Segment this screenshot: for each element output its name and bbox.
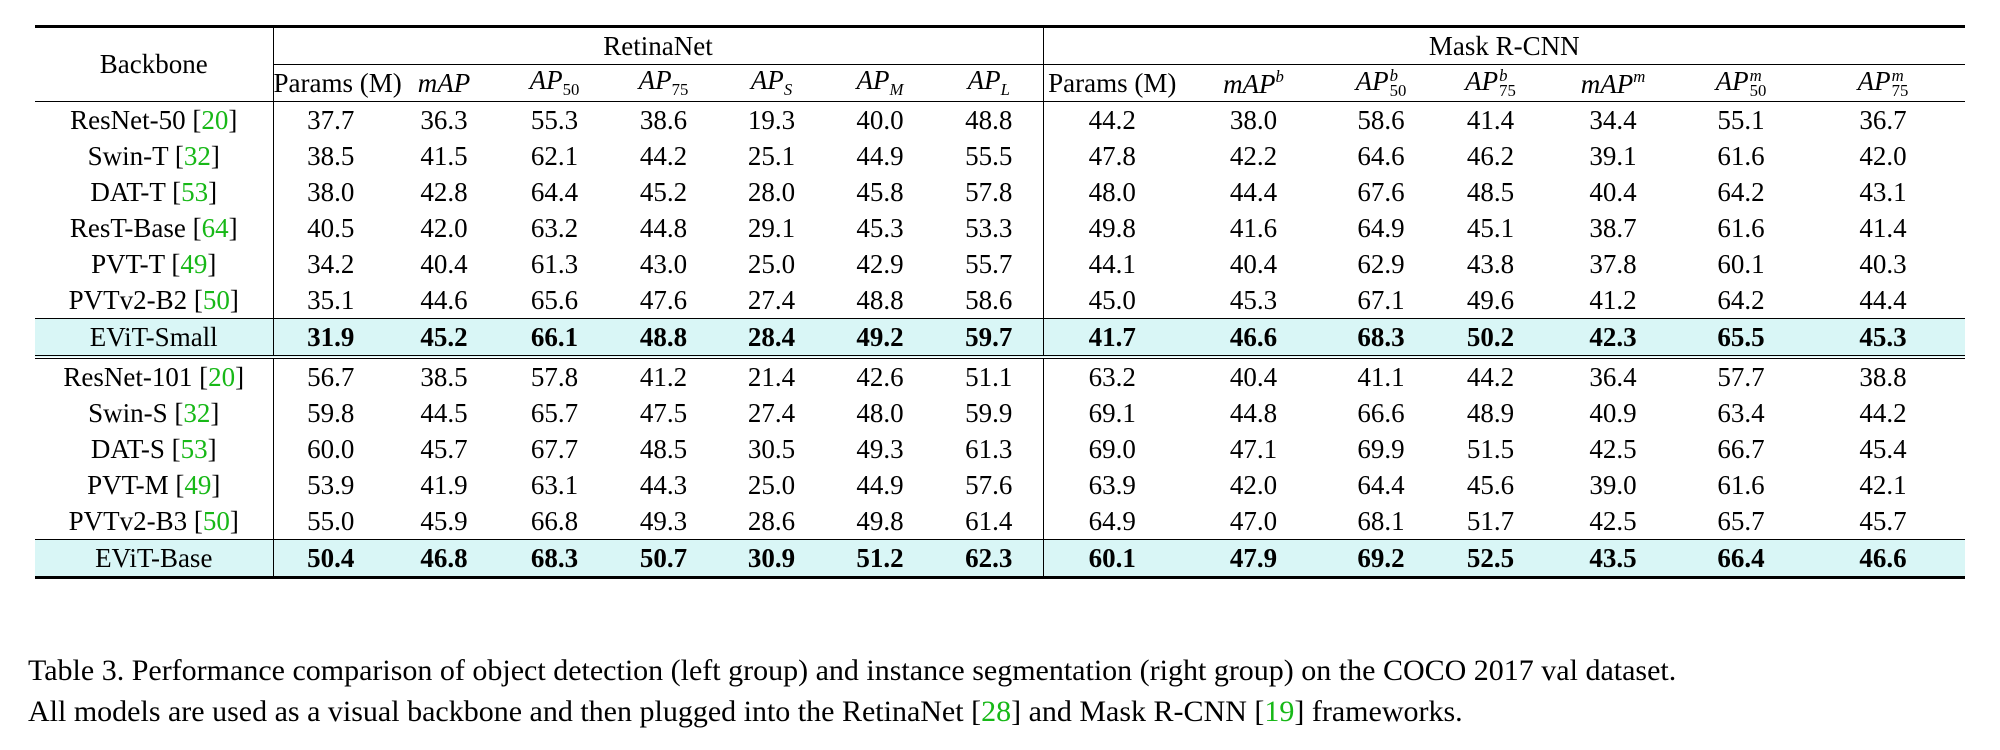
value-cell: 42.0 [420, 212, 468, 243]
table-row [35, 246, 1965, 282]
value-cell: 55.3 [530, 104, 579, 135]
value-cell: 39.1 [1589, 140, 1637, 171]
value-cell: 19.3 [747, 104, 796, 135]
value-cell: 49.6 [1436, 282, 1545, 319]
citation-link[interactable]: 53 [180, 433, 208, 464]
value-cell: 41.4 [1859, 212, 1907, 243]
value-cell: 40.4 [1589, 176, 1637, 207]
value-cell: 41.4 [1466, 104, 1515, 135]
value-cell: 64.9 [1357, 212, 1405, 243]
value-cell: 38.5 [307, 140, 355, 171]
value-cell: 42.9 [856, 248, 904, 279]
value-cell: 47.9 [1181, 540, 1326, 578]
value-cell: 42.8 [420, 176, 468, 207]
value-cell: 28.4 [718, 319, 825, 358]
value-cell: 49.8 [825, 503, 935, 540]
value-cell: 48.8 [825, 282, 935, 319]
value-cell: 44.5 [420, 397, 468, 428]
column-header-ap75-mask: AP m 75 [1801, 65, 1965, 102]
value-cell: 55.7 [935, 246, 1043, 282]
value-cell: 42.0 [1229, 469, 1278, 500]
citation-link[interactable]: 19 [1264, 695, 1295, 728]
column-header-ap-medium: $AP_M$ [825, 65, 935, 102]
value-cell: 25.1 [747, 140, 796, 171]
citation-link[interactable]: 50 [202, 284, 230, 315]
value-cell: 59.9 [935, 395, 1043, 431]
table-row [35, 138, 1965, 174]
value-cell: 36.7 [1859, 104, 1907, 135]
value-cell: 67.6 [1357, 176, 1405, 207]
value-cell: 42.5 [1545, 503, 1681, 540]
value-cell: 42.1 [1859, 469, 1907, 500]
column-header-ap50-mask: AP m 50 [1681, 65, 1801, 102]
value-cell: 42.6 [825, 357, 935, 395]
value-cell: 49.8 [1088, 212, 1136, 243]
value-cell: 44.2 [639, 140, 688, 171]
model-name-cell: ResNet-101 [20] [35, 357, 273, 395]
group-header-retinanet: RetinaNet [273, 27, 1043, 65]
value-cell: 55.5 [935, 138, 1043, 174]
value-cell: 50.7 [609, 540, 718, 578]
model-name-cell: EViT-Base [35, 540, 273, 578]
column-header-ap-small: $AP_S$ [718, 65, 825, 102]
value-cell: 45.0 [1043, 282, 1181, 319]
table-row [35, 174, 1965, 210]
value-cell: 64.4 [530, 176, 579, 207]
value-cell: 41.6 [1229, 212, 1278, 243]
column-header-ap-large: $AP_L$ [935, 65, 1043, 102]
value-cell: 40.5 [307, 212, 355, 243]
column-header-map: mAP [388, 65, 500, 102]
value-cell: 57.8 [500, 357, 609, 395]
value-cell: 67.1 [1326, 282, 1436, 319]
model-name-cell: EViT-Small [35, 319, 273, 358]
value-cell: 45.2 [639, 176, 688, 207]
value-cell: 63.2 [1043, 357, 1181, 395]
results-table-container [35, 25, 1965, 579]
value-cell: 50.2 [1436, 319, 1545, 358]
value-cell: 30.5 [747, 433, 796, 464]
value-cell: 61.4 [935, 503, 1043, 540]
citation-link[interactable]: 53 [181, 176, 209, 207]
model-name-cell: PVTv2-B2 [50] [35, 282, 273, 319]
value-cell: 41.7 [1043, 319, 1181, 358]
value-cell: 64.2 [1717, 176, 1765, 207]
value-cell: 60.1 [1717, 248, 1765, 279]
value-cell: 64.2 [1681, 282, 1801, 319]
value-cell: 37.8 [1589, 248, 1637, 279]
citation-link[interactable]: 50 [202, 505, 230, 536]
value-cell: 44.4 [1801, 282, 1965, 319]
value-cell: 48.0 [856, 397, 904, 428]
value-cell: 47.5 [639, 397, 688, 428]
model-name-cell: ResT-Base [64] [35, 210, 273, 246]
value-cell: 40.4 [1229, 248, 1278, 279]
value-cell: 46.6 [1801, 540, 1965, 578]
value-cell: 44.2 [1088, 104, 1136, 135]
value-cell: 69.1 [1088, 397, 1136, 428]
value-cell: 44.3 [639, 469, 688, 500]
value-cell: 64.6 [1357, 140, 1405, 171]
value-cell: 45.6 [1466, 469, 1515, 500]
value-cell: 44.9 [856, 469, 904, 500]
value-cell: 36.3 [420, 104, 468, 135]
value-cell: 48.9 [1466, 397, 1515, 428]
value-cell: 65.7 [530, 397, 579, 428]
value-cell: 46.6 [1181, 319, 1326, 358]
value-cell: 40.4 [1181, 357, 1326, 395]
results-table-body [35, 102, 1965, 578]
value-cell: 27.4 [718, 282, 825, 319]
value-cell: 61.6 [1717, 140, 1765, 171]
value-cell: 61.6 [1717, 212, 1765, 243]
results-table [35, 25, 1965, 579]
citation-link[interactable]: 32 [183, 397, 211, 428]
citation-link[interactable]: 32 [183, 140, 211, 171]
value-cell: 66.7 [1717, 433, 1765, 464]
value-cell: 64.4 [1357, 469, 1405, 500]
value-cell: 38.7 [1589, 212, 1637, 243]
value-cell: 42.5 [1589, 433, 1637, 464]
value-cell: 21.4 [718, 357, 825, 395]
table-row [35, 467, 1965, 503]
value-cell: 44.9 [856, 140, 904, 171]
value-cell: 69.9 [1357, 433, 1405, 464]
value-cell: 44.4 [1229, 176, 1278, 207]
value-cell: 44.8 [639, 212, 688, 243]
value-cell: 44.8 [1229, 397, 1278, 428]
value-cell: 45.2 [388, 319, 500, 358]
value-cell: 51.1 [935, 357, 1043, 395]
value-cell: 38.5 [388, 357, 500, 395]
value-cell: 45.4 [1859, 433, 1907, 464]
value-cell: 41.5 [420, 140, 468, 171]
citation-link[interactable]: 20 [201, 104, 229, 135]
value-cell: 60.1 [1043, 540, 1181, 578]
value-cell: 45.3 [1801, 319, 1965, 358]
value-cell: 45.3 [856, 212, 904, 243]
value-cell: 58.6 [1357, 104, 1405, 135]
value-cell: 47.8 [1088, 140, 1136, 171]
value-cell: 34.2 [307, 248, 355, 279]
value-cell: 40.9 [1589, 397, 1637, 428]
value-cell: 68.1 [1326, 503, 1436, 540]
value-cell: 62.3 [935, 540, 1043, 578]
value-cell: 41.2 [1545, 282, 1681, 319]
value-cell: 49.2 [825, 319, 935, 358]
value-cell: 62.9 [1357, 248, 1405, 279]
value-cell: 25.0 [747, 248, 796, 279]
citation-link[interactable]: 64 [201, 212, 229, 243]
value-cell: 65.7 [1681, 503, 1801, 540]
value-cell: 35.1 [273, 282, 388, 319]
value-cell: 51.7 [1436, 503, 1545, 540]
value-cell: 42.2 [1229, 140, 1278, 171]
value-cell: 66.4 [1681, 540, 1801, 578]
value-cell: 69.0 [1088, 433, 1136, 464]
value-cell: 29.1 [747, 212, 796, 243]
table-row [35, 503, 1965, 540]
highlight-row [35, 540, 1965, 578]
value-cell: 55.1 [1717, 104, 1765, 135]
value-cell: 57.8 [935, 174, 1043, 210]
value-cell: 48.8 [609, 319, 718, 358]
value-cell: 48.5 [639, 433, 688, 464]
value-cell: 27.4 [747, 397, 796, 428]
value-cell: 45.7 [1801, 503, 1965, 540]
model-name-cell: PVT-T [49] [35, 246, 273, 282]
value-cell: 57.6 [935, 467, 1043, 503]
value-cell: 40.3 [1859, 248, 1907, 279]
value-cell: 36.4 [1545, 357, 1681, 395]
value-cell: 42.0 [1859, 140, 1907, 171]
value-cell: 25.0 [747, 469, 796, 500]
value-cell: 42.3 [1545, 319, 1681, 358]
caption-line-2: All models are used as a visual backbone and then plugged into the RetinaNet [28] and Mask R-CNN [19] frameworks. [28, 695, 1463, 728]
value-cell: 34.4 [1589, 104, 1637, 135]
value-cell: 59.8 [307, 397, 355, 428]
value-cell: 61.3 [935, 431, 1043, 467]
value-cell: 45.1 [1466, 212, 1515, 243]
caption-line-1: Table 3. Performance comparison of object detection (left group) and instance segmentation (right group) on the COCO 2017 val dataset. [28, 654, 1677, 687]
value-cell: 48.8 [935, 102, 1043, 139]
citation-link[interactable]: 20 [208, 361, 236, 392]
value-cell: 68.3 [500, 540, 609, 578]
table-row [35, 431, 1965, 467]
value-cell: 69.2 [1326, 540, 1436, 578]
table-caption [28, 650, 1978, 732]
value-cell: 62.1 [530, 140, 579, 171]
column-header-params-retinanet: Params (M) [273, 65, 388, 102]
value-cell: 44.2 [1859, 397, 1907, 428]
column-header-ap50: $AP_{50}$ [500, 65, 609, 102]
table-row [35, 282, 1965, 319]
value-cell: 48.5 [1466, 176, 1515, 207]
value-cell: 46.8 [388, 540, 500, 578]
value-cell: 59.7 [935, 319, 1043, 358]
column-header-params-mask-rcnn: Params (M) [1043, 65, 1181, 102]
value-cell: 53.9 [307, 469, 355, 500]
citation-link[interactable]: 49 [180, 248, 208, 279]
value-cell: 28.0 [747, 176, 796, 207]
value-cell: 49.3 [609, 503, 718, 540]
value-cell: 58.6 [935, 282, 1043, 319]
column-header-map-box: mAP$^b$ [1181, 65, 1326, 102]
value-cell: 41.9 [420, 469, 468, 500]
highlight-row [35, 319, 1965, 358]
citation-link[interactable]: 28 [981, 695, 1012, 728]
value-cell: 53.3 [935, 210, 1043, 246]
value-cell: 45.3 [1181, 282, 1326, 319]
value-cell: 61.6 [1717, 469, 1765, 500]
model-name-cell: Swin-S [32] [35, 395, 273, 431]
value-cell: 45.7 [420, 433, 468, 464]
value-cell: 39.0 [1589, 469, 1637, 500]
value-cell: 65.5 [1681, 319, 1801, 358]
model-name-cell: PVT-M [49] [35, 467, 273, 503]
model-name-cell: DAT-S [53] [35, 431, 273, 467]
value-cell: 52.5 [1436, 540, 1545, 578]
model-name-cell: PVTv2-B3 [50] [35, 503, 273, 540]
value-cell: 43.5 [1545, 540, 1681, 578]
value-cell: 40.0 [856, 104, 904, 135]
value-cell: 47.6 [609, 282, 718, 319]
value-cell: 65.6 [500, 282, 609, 319]
citation-link[interactable]: 49 [184, 469, 212, 500]
value-cell: 37.7 [307, 104, 355, 135]
column-header-backbone: Backbone [35, 27, 273, 102]
column-header-map-mask: mAP$^m$ [1545, 65, 1681, 102]
value-cell: 55.0 [273, 503, 388, 540]
value-cell: 57.7 [1681, 357, 1801, 395]
value-cell: 44.1 [1088, 248, 1136, 279]
value-cell: 63.9 [1088, 469, 1136, 500]
value-cell: 66.8 [500, 503, 609, 540]
value-cell: 38.6 [639, 104, 688, 135]
value-cell: 66.1 [500, 319, 609, 358]
value-cell: 28.6 [718, 503, 825, 540]
value-cell: 31.9 [273, 319, 388, 358]
value-cell: 48.0 [1088, 176, 1136, 207]
value-cell: 51.5 [1466, 433, 1515, 464]
table-row [35, 395, 1965, 431]
value-cell: 67.7 [530, 433, 579, 464]
value-cell: 50.4 [273, 540, 388, 578]
value-cell: 44.2 [1436, 357, 1545, 395]
table-row [35, 102, 1965, 139]
value-cell: 64.9 [1043, 503, 1181, 540]
value-cell: 63.2 [530, 212, 579, 243]
value-cell: 46.2 [1466, 140, 1515, 171]
value-cell: 47.0 [1181, 503, 1326, 540]
value-cell: 44.6 [388, 282, 500, 319]
value-cell: 61.3 [530, 248, 579, 279]
value-cell: 51.2 [825, 540, 935, 578]
value-cell: 38.0 [1229, 104, 1278, 135]
table-row [35, 357, 1965, 395]
value-cell: 68.3 [1326, 319, 1436, 358]
value-cell: 47.1 [1229, 433, 1278, 464]
value-cell: 41.2 [609, 357, 718, 395]
value-cell: 66.6 [1357, 397, 1405, 428]
value-cell: 45.8 [856, 176, 904, 207]
column-header-ap50-box: AP b 50 [1326, 65, 1436, 102]
table-row [35, 210, 1965, 246]
value-cell: 45.9 [388, 503, 500, 540]
value-cell: 49.3 [856, 433, 904, 464]
value-cell: 63.1 [530, 469, 579, 500]
group-header-mask-rcnn: Mask R-CNN [1043, 27, 1965, 65]
value-cell: 40.4 [420, 248, 468, 279]
value-cell: 38.0 [307, 176, 355, 207]
value-cell: 41.1 [1326, 357, 1436, 395]
value-cell: 43.8 [1466, 248, 1515, 279]
value-cell: 43.1 [1859, 176, 1907, 207]
value-cell: 56.7 [273, 357, 388, 395]
model-name-cell: ResNet-50 [20] [35, 102, 273, 139]
model-name-cell: Swin-T [32] [35, 138, 273, 174]
column-header-ap75: $AP_{75}$ [609, 65, 718, 102]
value-cell: 38.8 [1801, 357, 1965, 395]
column-header-ap75-box: AP b 75 [1436, 65, 1545, 102]
value-cell: 43.0 [639, 248, 688, 279]
value-cell: 60.0 [307, 433, 355, 464]
model-name-cell: DAT-T [53] [35, 174, 273, 210]
value-cell: 30.9 [718, 540, 825, 578]
value-cell: 63.4 [1717, 397, 1765, 428]
